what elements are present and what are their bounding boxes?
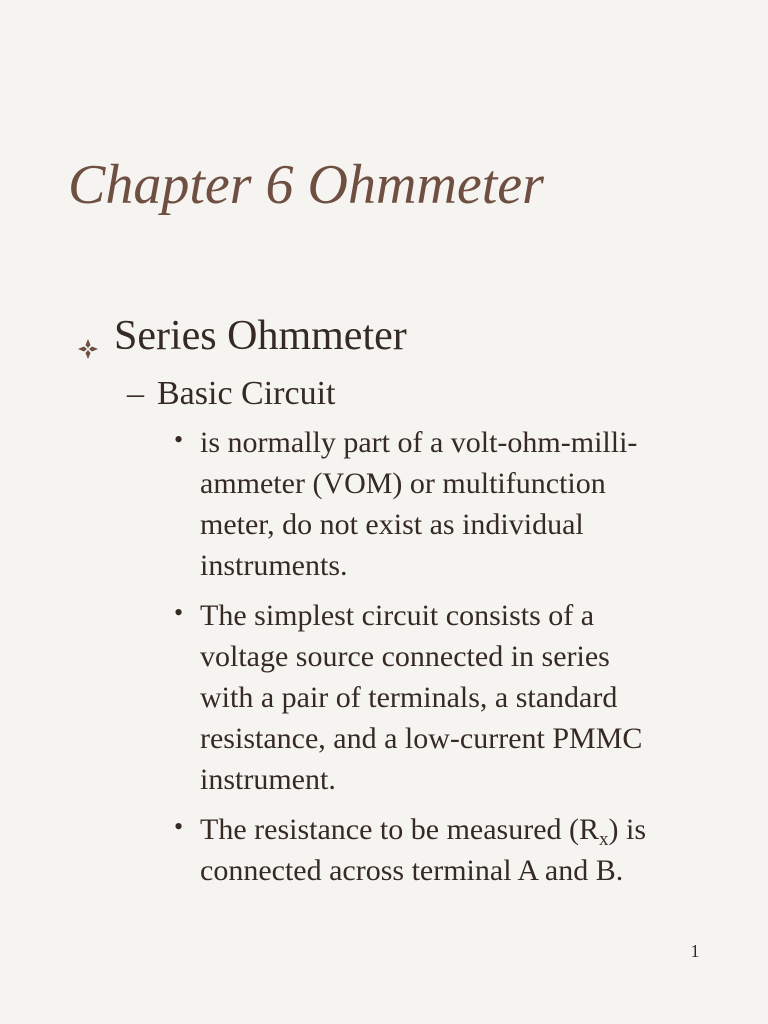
text-line: The simplest circuit consists of a: [200, 599, 595, 632]
list-item: [174, 809, 736, 891]
text-fragment: ) is: [608, 813, 647, 846]
bullet-dot: •: [174, 425, 184, 454]
text-line: is normally part of a volt-ohm-milli-: [200, 426, 638, 459]
bullet-list-level1: [76, 310, 736, 900]
list-item: [174, 422, 736, 586]
text-line: resistance, and a low-current PMMC: [200, 722, 643, 755]
bullet-dot: •: [174, 598, 184, 627]
bullet-list-level3: [174, 422, 736, 891]
slide-title: Chapter 6 Ohmmeter: [68, 154, 544, 216]
bullet-list-level2: [127, 372, 736, 891]
page-number: 1: [690, 941, 700, 961]
text-line: instruments.: [200, 549, 348, 582]
four-diamond-bullet-icon: [76, 322, 100, 346]
dash-bullet: –: [127, 375, 144, 412]
text-line: ammeter (VOM) or multifunction: [200, 467, 606, 500]
text-line: connected across terminal A and B.: [200, 854, 624, 887]
text-line: instrument.: [200, 763, 336, 796]
text-line: voltage source connected in series: [200, 640, 610, 673]
list-item-series-ohmmeter: [76, 310, 736, 362]
text-line: meter, do not exist as individual: [200, 508, 584, 541]
list-item: [174, 595, 736, 800]
section-heading: Series Ohmmeter: [114, 313, 407, 359]
text-line: with a pair of terminals, a standard: [200, 681, 618, 714]
text-fragment: The resistance to be measured (R: [200, 813, 600, 846]
bullet-dot: •: [174, 812, 184, 841]
list-item-basic-circuit: [127, 372, 736, 416]
subscript-x: x: [599, 829, 609, 850]
subheading: Basic Circuit: [157, 375, 336, 412]
text-line: [200, 809, 736, 850]
